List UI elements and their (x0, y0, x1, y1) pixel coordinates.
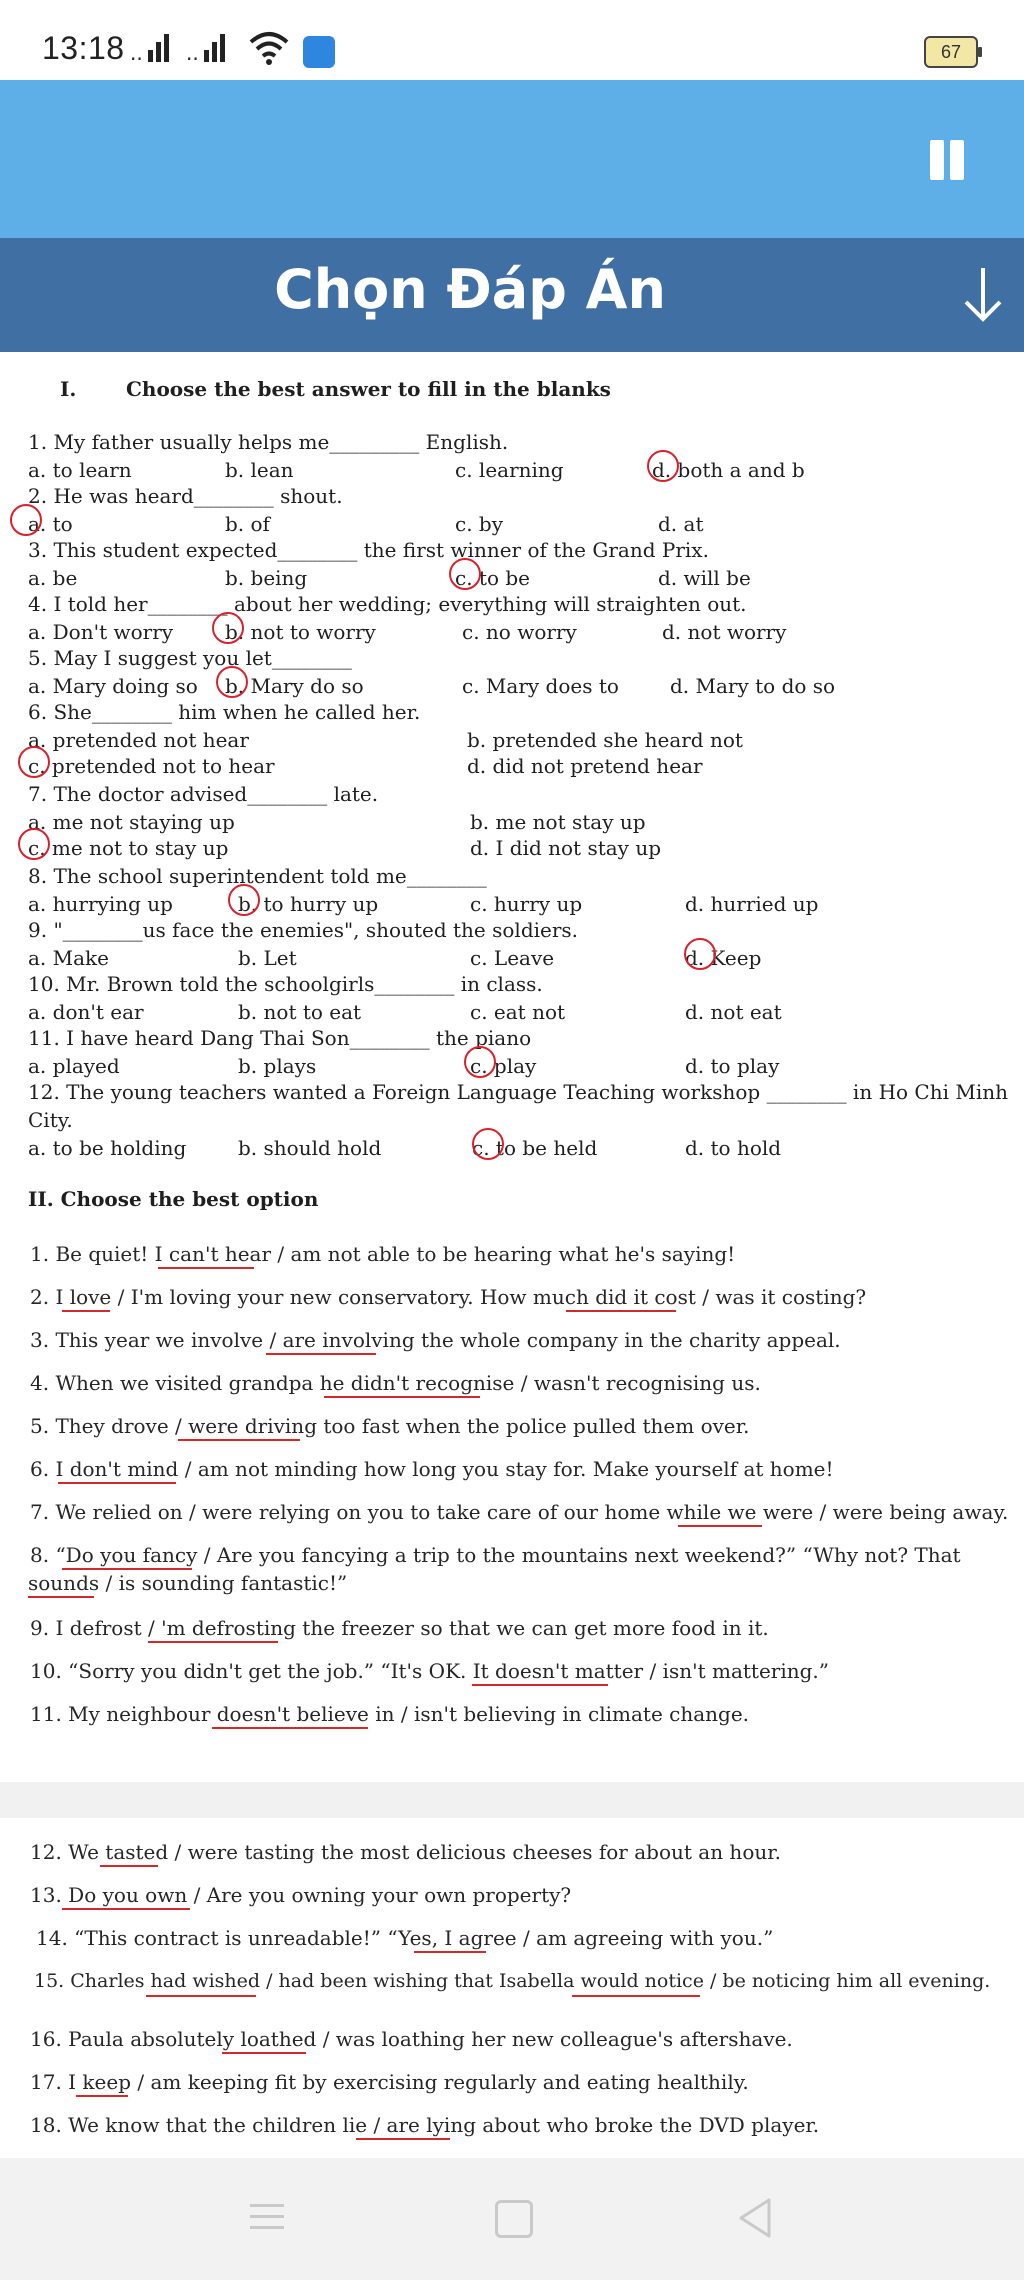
question: 5. May I suggest you let________ (28, 646, 352, 670)
exercise-item: 10. “Sorry you didn't get the job.” “It's OK. It doesn't matter / isn't mattering.” (30, 1659, 830, 1683)
answer-underline (62, 1310, 110, 1312)
exercise-item: 16. Paula absolutely loathed / was loathing her new colleague's aftershave. (30, 2027, 793, 2051)
answer-underline (212, 1727, 368, 1729)
exercise-item: 6. I don't mind / am not minding how long you stay for. Make yourself at home! (30, 1457, 834, 1481)
question: 2. He was heard________ shout. (28, 484, 343, 508)
pause-icon[interactable] (928, 140, 968, 180)
exercise-item: 5. They drove / were driving too fast when the police pulled them over. (30, 1414, 750, 1438)
answer-circle (18, 746, 50, 778)
option: d. Mary to do so (670, 674, 836, 698)
option: c. Mary does to (462, 674, 619, 698)
exercise-item: 18. We know that the children lie / are lying about who broke the DVD player. (30, 2113, 820, 2137)
option: c. hurry up (470, 892, 583, 916)
option: d. I did not stay up (470, 836, 662, 860)
question: 1. My father usually helps me_________ English. (28, 430, 509, 454)
app-notification-icon (303, 36, 335, 68)
home-icon[interactable] (495, 2200, 533, 2238)
answer-underline (158, 1267, 254, 1269)
answer-circle (10, 504, 42, 536)
question: 10. Mr. Brown told the schoolgirls________ in class. (28, 972, 543, 996)
option: b. not to worry (225, 620, 376, 644)
option: a. hurrying up (28, 892, 173, 916)
status-time: 13:18 (42, 30, 125, 66)
option: b. me not stay up (470, 810, 646, 834)
section-title: Choose the best answer to fill in the blanks (126, 377, 611, 401)
option: b. Mary do so (225, 674, 364, 698)
worksheet-image-continued (0, 1818, 1024, 2158)
status-bar (0, 0, 1024, 80)
option: d. did not pretend hear (467, 754, 703, 778)
option: a. be (28, 566, 78, 590)
answer-circle (684, 938, 716, 970)
option: c. play (470, 1054, 537, 1078)
exercise-item: 12. We tasted / were tasting the most delicious cheeses for about an hour. (30, 1840, 781, 1864)
question: 8. The school superintendent told me________ (28, 864, 487, 888)
option: c. no worry (462, 620, 577, 644)
option: a. pretended not hear (28, 728, 249, 752)
question: 3. This student expected________ the first winner of the Grand Prix. (28, 538, 709, 562)
exercise-item: 13. Do you own / Are you owning your own property? (30, 1883, 572, 1907)
option: d. both a and b (652, 458, 805, 482)
exercise-item: 2. I love / I'm loving your new conservatory. How much did it cost / was it costing? (30, 1285, 867, 1309)
option: a. played (28, 1054, 120, 1078)
option: a. Mary doing so (28, 674, 198, 698)
option: b. not to eat (238, 1000, 362, 1024)
answer-circle (647, 450, 679, 482)
answer-circle (212, 612, 244, 644)
answer-circle (228, 884, 260, 916)
exercise-item-continuation: sounds / is sounding fantastic!” (28, 1571, 348, 1595)
menu-icon[interactable] (250, 2202, 284, 2232)
download-arrow-icon[interactable] (958, 264, 1008, 324)
answer-circle (216, 666, 248, 698)
exercise-item: 8. “Do you fancy / Are you fancying a trip to the mountains next weekend?” “Why not? That (30, 1543, 961, 1567)
answer-underline (58, 1482, 176, 1484)
option: d. Keep (685, 946, 762, 970)
option: d. will be (658, 566, 751, 590)
option: c. by (455, 512, 504, 536)
option: d. hurried up (685, 892, 819, 916)
wifi-icon (248, 30, 290, 66)
answer-underline (148, 1641, 278, 1643)
question: 6. She________ him when he called her. (28, 700, 421, 724)
question: 9. "________us face the enemies", shouted the soldiers. (28, 918, 579, 942)
answer-underline (266, 1353, 376, 1355)
exercise-item: 4. When we visited grandpa he didn't recognise / wasn't recognising us. (30, 1371, 761, 1395)
option: b. to hurry up (238, 892, 379, 916)
option: b. lean (225, 458, 294, 482)
question: 11. I have heard Dang Thai Son________ the piano (28, 1026, 532, 1050)
exercise-item: 11. My neighbour doesn't believe in / isn't believing in climate change. (30, 1702, 750, 1726)
answer-circle (449, 558, 481, 590)
question: 7. The doctor advised________ late. (28, 782, 379, 806)
answer-circle (464, 1046, 496, 1078)
option: a. Make (28, 946, 109, 970)
signal-icon (130, 32, 176, 64)
exercise-item: 15. Charles had wished / had been wishing that Isabella would notice / be noticing him all evening. (34, 1970, 991, 1992)
option: a. me not staying up (28, 810, 235, 834)
answer-underline (100, 1865, 158, 1867)
answer-underline (472, 1684, 608, 1686)
navigation-bar (0, 2158, 1024, 2280)
answer-underline (324, 1396, 480, 1398)
option: b. of (225, 512, 270, 536)
app-header (0, 80, 1024, 238)
answer-underline (28, 1596, 94, 1598)
option: c. Leave (470, 946, 555, 970)
option: b. Let (238, 946, 297, 970)
title-bar (0, 238, 1024, 352)
back-icon[interactable] (735, 2196, 775, 2240)
option: c. eat not (470, 1000, 566, 1024)
answer-underline (62, 1908, 190, 1910)
page-title: Chọn Đáp Án (274, 258, 666, 321)
section-heading (60, 377, 611, 401)
option: b. plays (238, 1054, 317, 1078)
option: a. don't ear (28, 1000, 144, 1024)
svg-text:..: .. (130, 41, 143, 64)
section-number: I. (60, 377, 77, 401)
option: c. pretended not to hear (28, 754, 275, 778)
option: a. to be holding (28, 1136, 187, 1160)
exercise-item: 7. We relied on / were relying on you to take care of our home while we were / were being away. (30, 1500, 1009, 1524)
svg-text:..: .. (186, 41, 199, 64)
worksheet-image (0, 352, 1024, 1782)
answer-underline (222, 2052, 306, 2054)
option: c. learning (455, 458, 564, 482)
answer-underline (678, 1525, 762, 1527)
page-separator (0, 1782, 1024, 1818)
question: 4. I told her________ about her wedding; everything will straighten out. (28, 592, 747, 616)
option: b. should hold (238, 1136, 382, 1160)
option: d. at (658, 512, 704, 536)
answer-underline (146, 1995, 256, 1997)
option: a. to (28, 512, 73, 536)
option: b. pretended she heard not (467, 728, 743, 752)
option: a. Don't worry (28, 620, 174, 644)
option: c. to be held (472, 1136, 598, 1160)
option: d. not worry (662, 620, 787, 644)
option: b. being (225, 566, 308, 590)
section-heading: II. Choose the best option (28, 1187, 319, 1211)
answer-circle (18, 828, 50, 860)
option: d. to hold (685, 1136, 782, 1160)
option: d. to play (685, 1054, 780, 1078)
answer-underline (566, 1310, 676, 1312)
option: d. not eat (685, 1000, 782, 1024)
exercise-item: 14. “This contract is unreadable!” “Yes, I agree / am agreeing with you.” (36, 1926, 774, 1950)
answer-underline (76, 2095, 128, 2097)
question-continuation: City. (28, 1108, 73, 1132)
exercise-item: 17. I keep / am keeping fit by exercising regularly and eating healthily. (30, 2070, 749, 2094)
option: a. to learn (28, 458, 132, 482)
battery-icon: 67 (924, 36, 978, 68)
signal-icon (186, 32, 232, 64)
exercise-item: 3. This year we involve / are involving the whole company in the charity appeal. (30, 1328, 841, 1352)
question: 12. The young teachers wanted a Foreign Language Teaching workshop ________ in Ho Chi Minh (28, 1080, 1008, 1104)
option: c. me not to stay up (28, 836, 229, 860)
exercise-item: 1. Be quiet! I can't hear / am not able to be hearing what he's saying! (30, 1242, 736, 1266)
answer-underline (572, 1995, 700, 1997)
answer-underline (178, 1439, 300, 1441)
answer-circle (472, 1128, 504, 1160)
answer-underline (62, 1568, 192, 1570)
answer-underline (414, 1951, 486, 1953)
answer-underline (356, 2138, 450, 2140)
exercise-item: 9. I defrost / 'm defrosting the freezer so that we can get more food in it. (30, 1616, 769, 1640)
option: c. to be (455, 566, 530, 590)
